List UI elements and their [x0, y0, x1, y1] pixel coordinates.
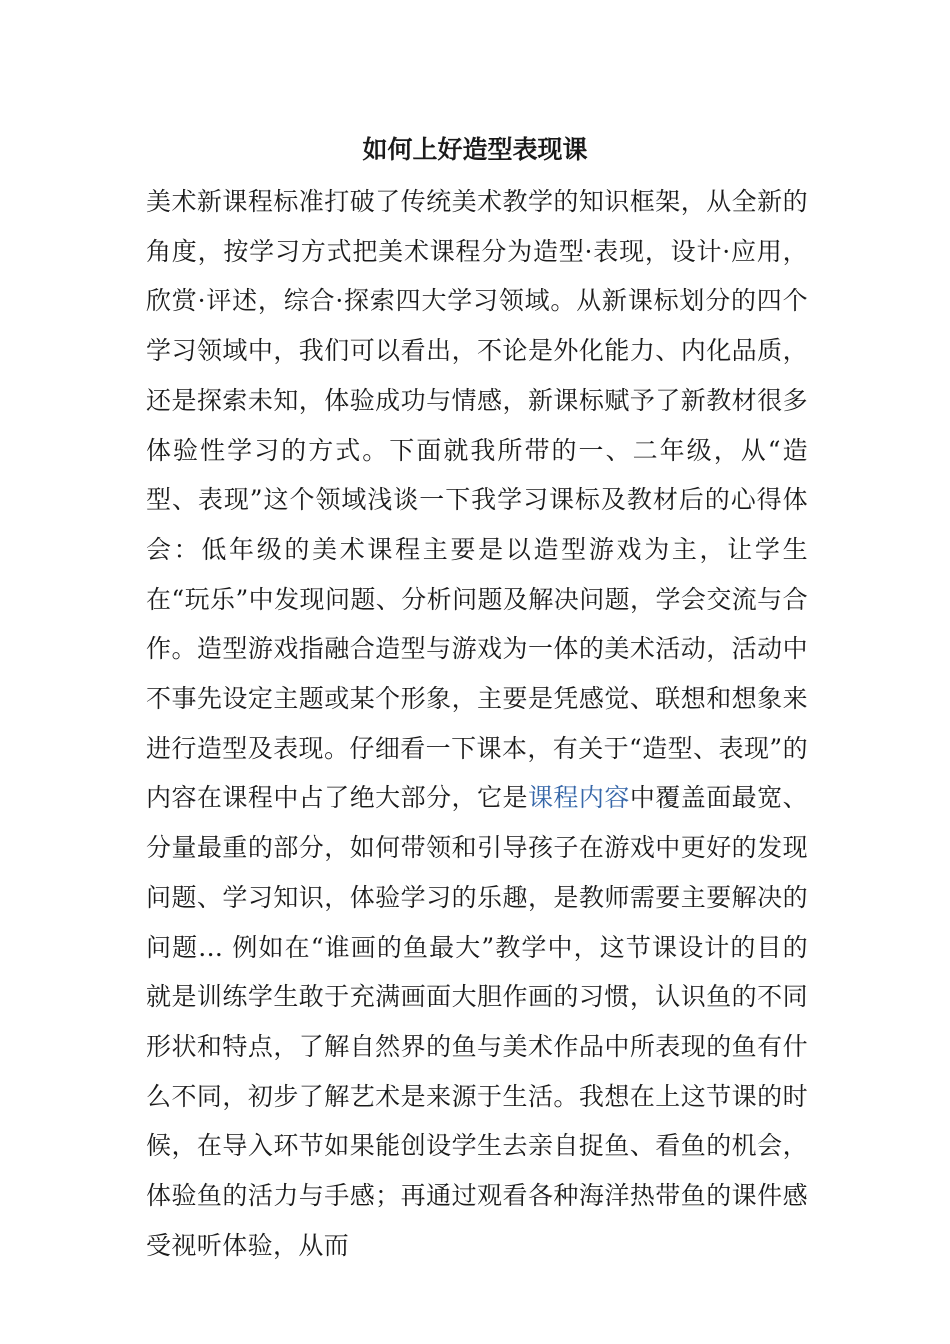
document-title: 如何上好造型表现课 — [362, 135, 588, 164]
body-text-after-link: 中覆盖面最宽、分量最重的部分，如何带领和引导孩子在游戏中更好的发现问题、学习知识，体验学习的乐趣，是教师需要主要解决的问题... 例如在“谁画的鱼最大”教学中，这节课设计的目的就是训练学生敢于充满画面大胆作画的习惯，认识鱼的不同形状和特点，了解自然界的鱼与美术作品中所表现的鱼有什么不同，初步了解艺术是来源于生活。我想在上这节课的时候，在导入环节如果能创设学生去亲自捉鱼、看鱼的机会，体验鱼的活力与手感；再通过观看各种海洋热带鱼的课件感受视听体验，从而 — [146, 783, 808, 1260]
course-content-link[interactable]: 课程内容 — [527, 783, 630, 813]
body-paragraph — [146, 177, 808, 1270]
body-text-before-link: 美术新课程标准打破了传统美术教学的知识框架，从全新的角度，按学习方式把美术课程分为造型·表现，设计·应用，欣赏·评述，综合·探索四大学习领域。从新课标划分的四个学习领域中，我们可以看出，不论是外化能力、内化品质，还是探索未知，体验成功与情感，新课标赋予了新教材很多体验性学习的方式。下面就我所带的一、二年级，从“造型、表现”这个领域浅谈一下我学习课标及教材后的心得体会：低年级的美术课程主要是以造型游戏为主，让学生在“玩乐”中发现问题、分析问题及解决问题，学会交流与合作。造型游戏指融合造型与游戏为一体的美术活动，活动中不事先设定主题或某个形象，主要是凭感觉、联想和想象来进行造型及表现。仔细看一下课本，有关于“造型、表现”的内容在课程中占了绝大部分，它是 — [146, 187, 808, 813]
